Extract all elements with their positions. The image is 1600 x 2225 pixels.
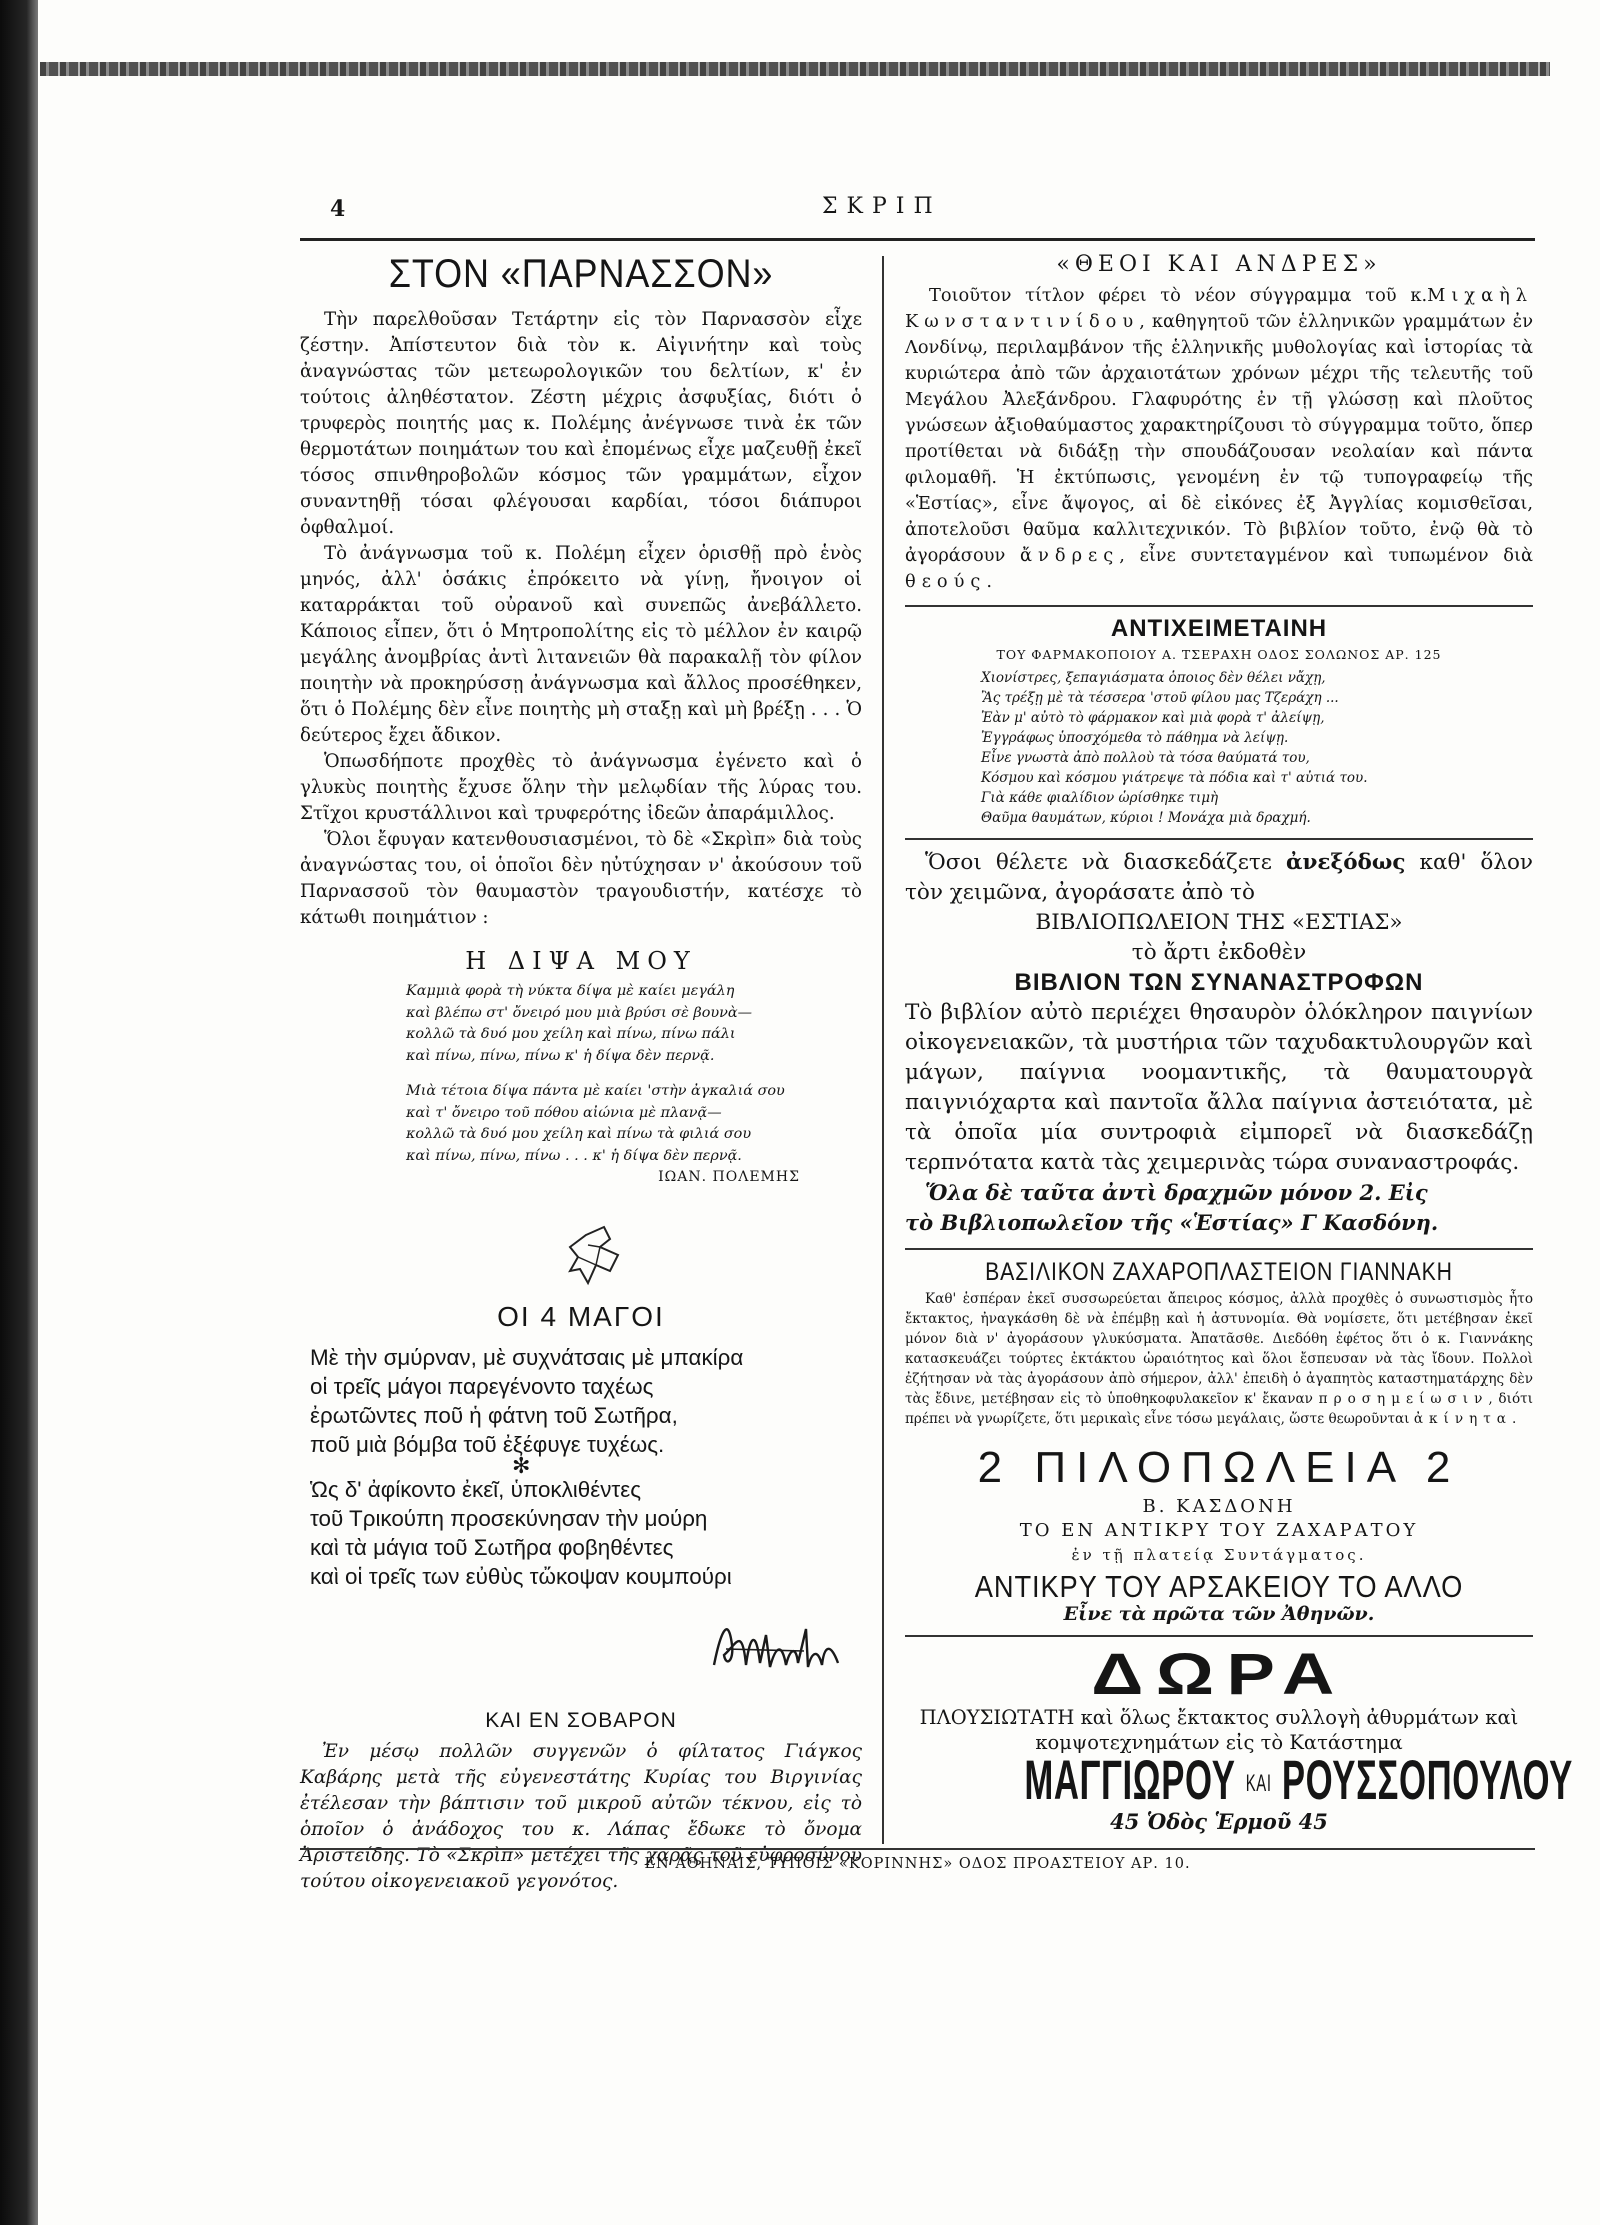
header-rule [300,238,1535,241]
handwritten-signature [706,1605,846,1685]
magoi-line: Ὡς δ' ἀφίκοντο ἐκεῖ, ὑποκλιθέντες [310,1477,642,1502]
poem-line: κολλῶ τὰ δυό μου χείλη καὶ πίνω τὰ φιλιά σου [406,1126,752,1142]
antixeimetaini-subtitle: ΤΟΥ ΦΑΡΜΑΚΟΠΟΙΟΥ Α. ΤΣΕΡΑΧΗ ΟΔΟΣ ΣΟΛΩΝΟΣ ΑΡ. 125 [996,647,1442,662]
magoi-line: οἱ τρεῖς μάγοι παρεγένοντο ταχέως [310,1374,654,1399]
magoi-line: Μὲ τὴν σμύρναν, μὲ συχνάτσαις μὲ μπακίρα [310,1345,744,1370]
parnasson-title: ΣΤΟΝ «ΠΑΡΝΑΣΣΟΝ» [388,252,774,296]
magoi-stanza [310,1343,862,1459]
estia-price: τὸ Βιβλιοπωλεῖον τῆς «Ἑστίας» Γ Κασδόνη. [905,1210,1439,1235]
zaxaroplasteion-title: ΒΑΣΙΛΙΚΟΝ ΖΑΧΑΡΟΠΛΑΣΤΕΙΟΝ ΓΙΑΝΝΑΚΗ [985,1258,1453,1286]
poem-author: ΙΩΑΝ. ΠΟΛΕΜΗΣ [658,1169,800,1185]
magoi-line: καὶ οἱ τρεῖς των εὐθὺς τὤκοψαν κουμπούρι [310,1564,732,1589]
pilopoleia-claim: Εἶνε τὰ πρῶτα τῶν Ἀθηνῶν. [1063,1603,1375,1625]
pilopoleia-title: 2 ΠΙΛΟΠΩΛΕΙΑ 2 [977,1443,1461,1492]
estia-price: Ὅλα δὲ ταῦτα ἀντὶ δραχμῶν μόνον 2. Εἰς [925,1180,1428,1205]
theoi-theous: θεούς. [905,571,999,592]
poem-line: Μιὰ τέτοια δίψα πάντα μὲ καίει 'στὴν ἀγκαλιά σου [406,1083,785,1099]
theoi-text: , καθηγητοῦ τῶν ἑλληνικῶν γραμμάτων ἐν Λονδίνῳ, περιλαμβάνον τῆς ἑλληνικῆς μυθολογίας καὶ ἱστορίας τὰ κυριώτερα ἀπὸ τῶν ἀρχαιοτάτων χρόνων μέχρι τῆς τελευτῆς τοῦ Μεγάλου Ἀλεξάνδρου. Γλαφυρότης ἐν τῇ γλώσσῃ καὶ πλοῦτος γνώσεων ἀξιοθαύμαστος χαρακτηρίζουσι τὸ σύγγραμμα τοῦτο, ὅπερ προτίθεται νὰ διδάξῃ τὴν σπουδάζουσαν νεολαίαν καὶ πάντα φιλομαθῆ. Ἡ ἐκτύπωσις, γενομένη ἐν τῷ τυπογραφείῳ τῆς «Ἑστίας», εἶνε ἄψογος, αἱ δὲ εἰκόνες ἐξ Ἀγγλίας κομισθεῖσαι, ἀποτελοῦσι θαῦμα καλλιτεχνικόν. Τὸ βιβλίον τοῦτο, ἐνῷ θὰ τὸ ἀγοράσουν [905,311,1533,566]
poem-line: καὶ πίνω, πίνω, πίνω . . . κ' ἡ δίψα δὲν περνᾷ. [406,1147,742,1164]
verse-line: Γιὰ κάθε φιαλίδιον ὡρίσθηκε τιμὴ [981,790,1219,806]
dora-address: 45 Ὁδὸς Ἑρμοῦ 45 [1110,1809,1328,1835]
store-name-part: ΜΑΓΓΙΩΡΟΥ [1024,1748,1236,1811]
magoi-title: ΟΙ 4 ΜΑΓΟΙ [497,1301,665,1332]
right-column [905,250,1573,1835]
verse-line: Ἂς τρέξῃ μὲ τὰ τέσσερα 'στοῦ φίλου μας Τζεράχη ... [981,690,1339,706]
theoi-text: , εἶνε συντεταγμένον καὶ τυπωμένον διὰ [1119,545,1533,566]
zaxaroplasteion-paragraph [905,1289,1533,1429]
newspaper-name: ΣΚΡΙΠ [822,194,942,219]
antixeimetaini-verse [981,668,1533,828]
parnasson-paragraph: Τὸ ἀνάγνωσμα τοῦ κ. Πολέμη εἶχεν ὁρισθῇ πρὸ ἑνὸς μηνός, ἀλλ' ὁσάκις ἐπρόκειτο νὰ γίνῃ, ἤνοιγον οἱ καταρράκται τοῦ οὐρανοῦ καὶ συνεπῶς ἀνεβάλλετο. Κάποιος εἶπεν, ὅτι ὁ Μητροπολίτης εἰς τὸ μέλλον ἐν καιρῷ μεγάλης ἀνομβρίας ἀντὶ λιτανειῶν θὰ παρακαλῇ τὸν φίλον ποιητὴν νὰ προκηρύσσῃ ἀνάγνωσμα καὶ ἄλλος προσέθηκεν, ὅτι ὁ Πολέμης δὲν εἶνε ποιητὴς μὴ σταξῃ καὶ μὴ βρέξῃ . . . Ὁ δεύτερος ἔχει ἄδικον. [300,543,862,746]
magoi-stanza [310,1475,862,1591]
pilopoleia-location: ἐν τῇ πλατείᾳ Συντάγματος. [1071,1546,1367,1564]
store-name-kai: ΚΑΙ [1245,1770,1272,1798]
dora-text: ΠΛΟΥΣΙΩΤΑΤΗ καὶ ὅλως ἔκτακτος συλλογὴ ἀθυρμάτων καὶ κομψοτεχνημάτων εἰς τὸ Κατάστημα [919,1706,1519,1754]
magoi-line: ἐρωτῶντες ποῦ ἡ φάτνη τοῦ Σωτῆρα, [310,1403,678,1428]
magoi-line: καὶ τὰ μάγια τοῦ Σωτῆρα φοβηθέντες [310,1535,674,1560]
column-divider [882,256,884,1844]
theoi-title: «ΘΕΟΙ ΚΑΙ ΑΝΔΡΕΣ» [1056,252,1382,277]
estia-intro-text: καθ' ὅλον τὸν χειμῶνα, ἀγοράσατε ἀπὸ τὸ [905,850,1534,905]
zaxaroplasteion-text: , διότι πρέπει νὰ γνωρίζετε, ὅτι μερικαὶς εἶνε τόσω μεγάλαις, ὥστε θεωροῦνται [905,1391,1533,1427]
parnasson-paragraph: Ὅλοι ἔφυγαν κατενθουσιασμένοι, τὸ δὲ «Σκρὶπ» διὰ τοὺς ἀναγνώστας του, οἱ ὁποῖοι δὲν ηὐτύχησαν ν' ἀκούσουν τοῦ Παρνασσοῦ τὸν θαυμαστὸν τραγουδιστήν, κατέσχε τὸ κάτωθι ποιημάτιον : [300,829,862,928]
verse-line: Ἐγγράφως ὑποσχόμεθα τὸ πάθημα νὰ λείψῃ. [981,730,1289,746]
sobaron-paragraph: Ἐν μέσῳ πολλῶν συγγενῶν ὁ φίλτατος Γιάγκος Καβάρης μετὰ τῆς εὐγενεστάτης Κυρίας του Βιργινίας ἐτέλεσαν τὴν βάπτισιν τοῦ μικροῦ αὐτῶν τέκνου, εἰς τὸ ὁποῖον ὁ ἀνάδοχος του κ. Λάπας ἔδωκε τὸ ὄνομα Ἀριστείδης. Τὸ «Σκρὶπ» μετέχει τῆς χαρᾶς τοῦ εὐφροσύνου τούτου οἰκογενειακοῦ γεγονότος. [300,1741,862,1892]
scan-top-noise [40,62,1550,76]
dora-title: ΔΩΡΑ [1091,1642,1347,1707]
poem-line: καὶ τ' ὄνειρο τοῦ πόθου αἰώνια μὲ πλανᾷ— [406,1104,722,1121]
page-number: 4 [330,196,346,222]
imprint: ΕΝ ΑΘΗΝΑΙΣ, ΤΥΠΟΙΣ «ΚΟΡΙΝΝΗΣ» ΟΔΟΣ ΠΡΟΑΣΤΕΙΟΥ ΑΡ. 10. [644,1856,1191,1872]
bird-ornament-icon [566,1225,636,1289]
antixeimetaini-title: ΑΝΤΙΧΕΙΜΕΤΑΙΝΗ [1110,615,1328,642]
poem-line: καὶ βλέπω στ' ὄνειρό μου μιὰ βρύσι σὲ βουνὰ— [406,1004,752,1021]
theoi-paragraph [905,283,1533,595]
scan-edge [0,0,38,2225]
parnasson-paragraph: Ὁπωσδήποτε προχθὲς τὸ ἀνάγνωσμα ἐγένετο καὶ ὁ γλυκὺς ποιητὴς ἔχυσε ὅλην τὴν μελῳδίαν τῆς λύρας του. Στῖχοι κρυστάλλινοι καὶ τρυφερότης ἰδεῶν ἀπαράμιλλος. [300,751,862,824]
verse-line: Κόσμου καὶ κόσμου γιάτρεψε τὰ πόδια καὶ τ' αὐτιά του. [981,770,1368,786]
pilopoleia-owner: Β. ΚΑΣΔΟΝΗ [1142,1496,1296,1517]
verse-line: Θαῦμα θαυμάτων, κύριοι ! Μονάχα μιὰ δραχμή. [981,810,1311,826]
store-name-part: ΡΟΥΣΣΟΠΟΥΛΟΥ [1281,1748,1573,1811]
parnasson-paragraph: Τὴν παρελθοῦσαν Τετάρτην εἰς τὸν Παρνασσὸν εἶχε ζέστην. Ἀπίστευτον διὰ τὸν κ. Αἰγινήτην καὶ τοὺς ἀναγνώστας τῶν μετεωρολογικῶν του δελτίων, κ' ἐν τούτοις ἀληθέστατον. Ζέστη μέχρις ἀσφυξίας, διότι ὁ τρυφερὸς ποιητής μας κ. Πολέμης ἀνέγνωσε τινὰ ἐκ τῶν θερμοτάτων ποιημάτων του καὶ ἐπομένως εἶχε μαζευθῇ ἐκεῖ τόσος σπινθηροβολῶν κόσμος τῶν γραμμάτων, εἶχον συναντηθῇ τόσαι φλέγουσαι καρδίαι, τόσοι διάπυροι ὀφθαλμοί. [300,309,862,538]
left-column [300,250,862,1895]
footer-rule [300,1848,1535,1850]
magoi-line: ποῦ μιὰ βόμβα τοῦ ἐξέφυγε τυχέως. [310,1432,665,1457]
estia-intro-text: Ὅσοι θέλετε νὰ διασκεδάζετε [925,850,1272,875]
estia-intro-bold: ἀνεξόδως [1285,850,1406,875]
divider [905,605,1533,607]
verse-line: Εἶνε γνωστὰ ἀπὸ πολλοὺ τὰ τόσα θαύματά του, [981,750,1310,766]
poem-line: κολλῶ τὰ δυό μου χείλη καὶ πίνω, πίνω πάλι [406,1026,736,1042]
star-separator: ✻ [512,1454,531,1479]
zaxaroplasteion-text: Καθ' ἑσπέραν ἐκεῖ συσσωρεύεται ἄπειρος κόσμος, ἀλλὰ προχθὲς ὁ συνωστισμὸς ἦτο ἔκτακτος, ἠναγκάσθη δὲ νὰ ἐπέμβῃ καὶ ἡ ἀστυνομία. Θὰ νομίσετε, ὅτι μετέβησαν ἐκεῖ μόνον διὰ ν' ἀγοράσουν γλυκύσματα. Ἀπατᾶσθε. Διεδόθη ἐφέτος ὅτι ὁ κ. Γιαννάκης κατασκευάζει τούρτες ἐκτάκτου ὡραιότητος καὶ ὅλοι ἔσπευσαν νὰ τὰς ἴδουν. Πολλοὶ ἐζήτησαν νὰ τὰς ἀγοράσουν ἀπὸ σήμερον, ἀλλ' ἐπειδὴ ὁ ἀγαπητὸς καταστηματάρχης δὲν τὰς ἔδινε, μετέβησαν εἰς τὸ ὑποθηκοφυλακεῖον κ' ἔκαναν [905,1291,1533,1407]
pilopoleia-location-2: ΑΝΤΙΚΡΥ ΤΟΥ ΑΡΣΑΚΕΙΟΥ ΤΟ ΑΛΛΟ [974,1569,1464,1604]
divider [905,838,1533,840]
estia-published: τὸ ἄρτι ἐκδοθὲν [1131,940,1307,965]
dora-store-name [1024,1748,1573,1813]
divider [905,1248,1533,1250]
estia-book-title: ΒΙΒΛΙΟΝ ΤΩΝ ΣΥΝΑΝΑΣΤΡΟΦΩΝ [1014,969,1424,996]
divider [905,1635,1533,1637]
sobaron-title: ΚΑΙ ΕΝ ΣΟΒΑΡΟΝ [485,1709,677,1732]
poem-line: καὶ πίνω, πίνω, πίνω κ' ἡ δίψα δὲν περνᾷ. [406,1047,715,1064]
estia-intro [905,848,1533,908]
zaxaroplasteion-spaced: προσημείωσιν [1318,1391,1489,1407]
pilopoleia-location: ΤΟ ΕΝ ΑΝΤΙΚΡΥ ΤΟΥ ΖΑΧΑΡΑΤΟΥ [1019,1520,1419,1541]
estia-description: Τὸ βιβλίον αὐτὸ περιέχει θησαυρὸν ὁλόκληρον παιγνίων οἰκογενειακῶν, τὰ μυστήρια τῶν ταχυδακτυλουργῶν καὶ μάγων, παίγνια νοομαντικῆς, τὰ θαυματουργὰ παιγνιόχαρτα καὶ παντοῖα ἄλλα παίγνια ἀστειότατα, μὲ τὰ ὁποῖα μία συντροφιὰ εἰμπορεῖ νὰ διασκεδάζῃ τερπνότατα κατὰ τὰς χειμερινὰς τώρα συναναστροφάς. [905,1000,1533,1175]
poem-line: Καμμιὰ φορὰ τὴ νύκτα δίψα μὲ καίει μεγάλη [406,983,735,999]
zaxaroplasteion-spaced: ἀκίνητα. [1413,1411,1523,1427]
theoi-text: Τοιοῦτον τίτλον φέρει τὸ νέον σύγγραμμα τοῦ κ. [929,285,1428,306]
estia-ad [905,848,1533,1238]
verse-line: Χιονίστρες, ξεπαγιάσματα ὁποιος δὲν θέλει νἄχῃ, [981,670,1326,686]
poem-title: Η ΔΙΨΑ ΜΟΥ [465,947,697,975]
theoi-andres: ἄνδρες [1020,545,1120,566]
verse-line: Ἐὰν μ' αὐτὸ τὸ φάρμακον καὶ μιὰ φορὰ τ' ἀλείψῃ, [981,710,1325,726]
theoi-author: Μιχαὴλ Κωνσταντινίδου [905,285,1533,332]
magoi-line: τοῦ Τρικούπη προσεκύνησαν τὴν μούρη [310,1506,708,1531]
estia-store: ΒΙΒΛΙΟΠΩΛΕΙΟΝ ΤΗΣ «ΕΣΤΙΑΣ» [1035,910,1403,935]
poem-stanza [406,981,862,1167]
